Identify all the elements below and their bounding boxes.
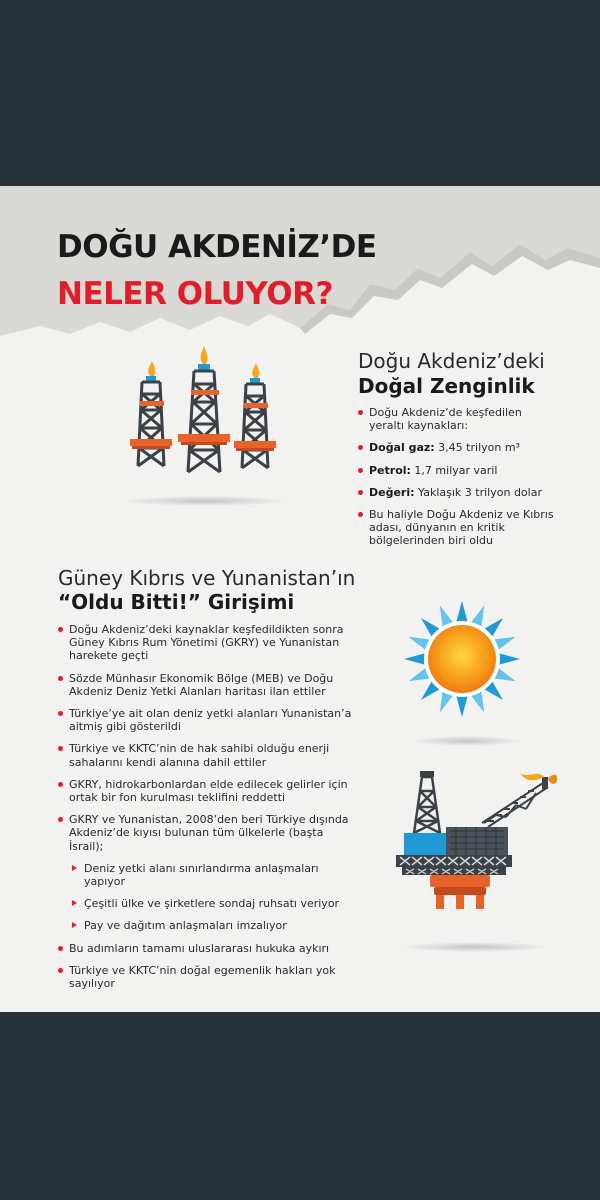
wealth-item-label: Değeri:	[369, 485, 415, 499]
wealth-heading-bold: Doğal Zenginlik	[358, 374, 535, 398]
wealth-item	[358, 406, 558, 432]
initiative-heading-light: Güney Kıbrıs ve Yunanistan’ın	[58, 566, 356, 590]
wealth-item	[358, 508, 558, 548]
oil-rigs-icon	[126, 344, 286, 484]
initiative-heading-bold: “Oldu Bitti!” Girişimi	[58, 590, 295, 614]
wealth-heading-light: Doğu Akdeniz’deki	[358, 349, 545, 373]
initiative-item: GKRY ve Yunanistan, 2008’den beri Türkiye dışında Akdeniz’de kıyısı bulunan tüm ülkelerle (başta İsrail);	[58, 813, 358, 853]
sun-ray	[497, 653, 520, 665]
initiative-item: Türkiye ve KKTC’nin doğal egemenlik hakları yok sayılıyor	[58, 964, 358, 990]
initiative-subitem: Pay ve dağıtım anlaşmaları imzalıyor	[58, 919, 358, 932]
wealth-item-text: 3,45 trilyon m³	[434, 441, 520, 455]
initiative-subitem: Çeşitli ülke ve şirketlere sondaj ruhsatı veriyor	[58, 897, 358, 910]
initiative-item: Sözde Münhasır Ekonomik Bölge (MEB) ve Doğu Akdeniz Deniz Yetki Alanları haritası ilan ettiler	[58, 672, 358, 698]
initiative-list	[58, 623, 358, 990]
initiative-item: Türkiye ve KKTC’nin de hak sahibi olduğu enerji sahalarını kendi alanına dahil ettiler	[58, 742, 358, 768]
initiative-subitem: Deniz yetki alanı sınırlandırma anlaşmaları yapıyor	[58, 862, 358, 888]
wealth-item-label: Doğal gaz:	[369, 441, 435, 455]
wealth-item-text: 1,7 milyar varil	[410, 463, 498, 477]
sun-disc	[428, 625, 496, 693]
initiative-item: Bu adımların tamamı uluslararası hukuka aykırı	[58, 942, 358, 955]
sun-icon	[402, 599, 522, 719]
wealth-item-label: Petrol:	[369, 463, 411, 477]
title-line-2: NELER OLUYOR?	[57, 276, 333, 312]
sun-shadow	[412, 736, 522, 746]
initiative-item: Türkiye’ye ait olan deniz yetki alanları Yunanistan’a aitmiş gibi gösterildi	[58, 707, 358, 733]
platform-shadow	[400, 942, 550, 952]
sun-ray	[456, 601, 468, 624]
wealth-item-text: Yaklaşık 3 trilyon dolar	[414, 485, 542, 499]
sun-ray	[404, 653, 427, 665]
sun-ray	[456, 694, 468, 717]
offshore-platform-icon	[396, 771, 560, 931]
wealth-item	[358, 464, 558, 477]
rigs-shadow	[120, 496, 290, 506]
wealth-list	[358, 406, 558, 548]
wealth-item-text: Doğu Akdeniz’de keşfedilen yeraltı kaynakları:	[369, 406, 522, 433]
infographic-sheet	[0, 186, 600, 1012]
wealth-item-text: Bu haliyle Doğu Akdeniz ve Kıbrıs adası, dünyanın en kritik bölgelerinden biri oldu	[369, 508, 554, 548]
title-line-1: DOĞU AKDENİZ’DE	[57, 229, 377, 265]
wealth-item	[358, 441, 558, 454]
wealth-item	[358, 486, 558, 499]
initiative-item: GKRY, hidrokarbonlardan elde edilecek gelirler için ortak bir fon kurulması teklifini reddetti	[58, 778, 358, 804]
initiative-item: Doğu Akdeniz’deki kaynaklar keşfedildikten sonra Güney Kıbrıs Rum Yönetimi (GKRY) ve Yunanistan harekete geçti	[58, 623, 358, 663]
